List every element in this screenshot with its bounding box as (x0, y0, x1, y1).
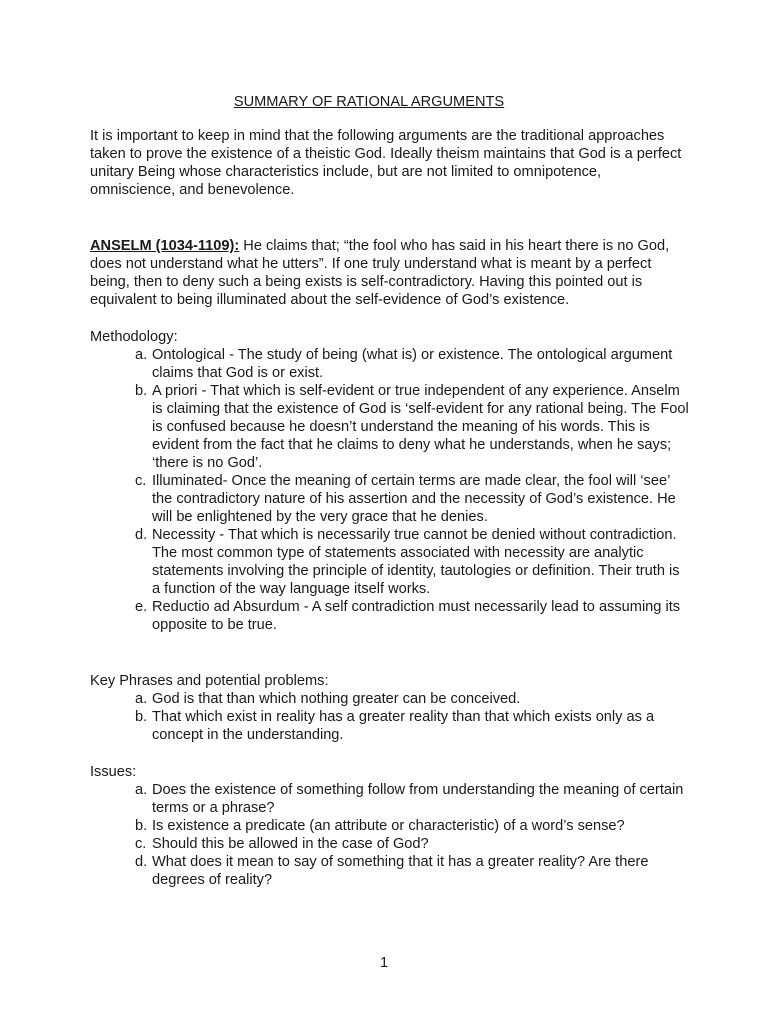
list-item (90, 382, 690, 472)
list-item (90, 853, 690, 889)
list-marker: b. (135, 383, 148, 399)
methodology-section (90, 328, 690, 634)
list-marker: c. (135, 473, 147, 489)
list-marker: b. (135, 818, 148, 834)
list-marker: d. (135, 854, 148, 870)
list-item-text: Should this be allowed in the case of God? (152, 836, 429, 852)
list-marker: d. (135, 527, 148, 543)
list-item (90, 817, 690, 835)
key-phrases-section (90, 672, 690, 744)
list-marker: a. (135, 691, 148, 707)
key-phrases-list (90, 690, 690, 744)
list-item-text: God is that than which nothing greater can be conceived. (152, 691, 521, 707)
page-number: 1 (379, 955, 389, 971)
list-marker: a. (135, 782, 148, 798)
list-item-text: That which exist in reality has a greater reality than that which exists only as a concept in the understanding. (152, 709, 655, 743)
issues-heading: Issues: (90, 764, 137, 780)
list-item (90, 781, 690, 817)
list-marker: e. (135, 599, 148, 615)
list-item-text: Necessity - That which is necessarily true cannot be denied without contradiction. The most common type of statements associated with necessity are analytic statements involving the principle of identity, tautologies or definition. Their truth is a function of the way language itself works. (152, 527, 680, 597)
list-marker: b. (135, 709, 148, 725)
issues-section (90, 763, 690, 889)
list-item-text: Ontological - The study of being (what is) or existence. The ontological argument claims that God is or exist. (152, 347, 673, 381)
list-item-text: A priori - That which is self-evident or true independent of any experience. Anselm is claiming that the existence of God is ‘self-evident for any rational being. The Fool is confused because he doesn’t understand the meaning of his words. This is evident from the fact that he claims to deny what he understands, when he says; ‘there is no God’. (152, 383, 689, 471)
list-item (90, 835, 690, 853)
list-item (90, 526, 690, 598)
methodology-list (90, 346, 690, 634)
list-item-text: Does the existence of something follow from understanding the meaning of certain terms or a phrase? (152, 782, 684, 816)
intro-paragraph: It is important to keep in mind that the following arguments are the traditional approaches taken to prove the existence of a theistic God. Ideally theism maintains that God is a perfect unitary Being whose characteristics include, but are not limited to omnipotence, omniscience, and benevolence. (90, 128, 682, 198)
list-item-text: Is existence a predicate (an attribute or characteristic) of a word’s sense? (152, 818, 625, 834)
list-item (90, 472, 690, 526)
page-title-text: SUMMARY OF RATIONAL ARGUMENTS (233, 94, 505, 110)
list-marker: c. (135, 836, 147, 852)
list-item-text: Illuminated- Once the meaning of certain terms are made clear, the fool will ‘see’ the contradictory nature of his assertion and the necessity of God’s existence. He will be enlightened by the very grace that he denies. (152, 473, 676, 525)
anselm-paragraph (90, 237, 690, 309)
list-item (90, 598, 690, 634)
list-marker: a. (135, 347, 148, 363)
issues-list (90, 781, 690, 889)
list-item-text: What does it mean to say of something that it has a greater reality? Are there degrees of reality? (152, 854, 649, 888)
anselm-text: He claims that; “the fool who has said in his heart there is no God, does not understand what he utters”. If one truly understand what is meant by a perfect being, then to deny such a being exists is self-contradictory. Having this pointed out is equivalent to being illuminated about the self-evidence of God’s existence. (90, 238, 670, 308)
list-item (90, 708, 690, 744)
list-item (90, 346, 690, 382)
methodology-heading: Methodology: (90, 329, 178, 345)
key-phrases-heading: Key Phrases and potential problems: (90, 673, 329, 689)
page-title (0, 93, 738, 111)
list-item (90, 690, 690, 708)
anselm-label: ANSELM (1034-1109): (90, 238, 240, 254)
list-item-text: Reductio ad Absurdum - A self contradiction must necessarily lead to assuming its opposite to be true. (152, 599, 681, 633)
